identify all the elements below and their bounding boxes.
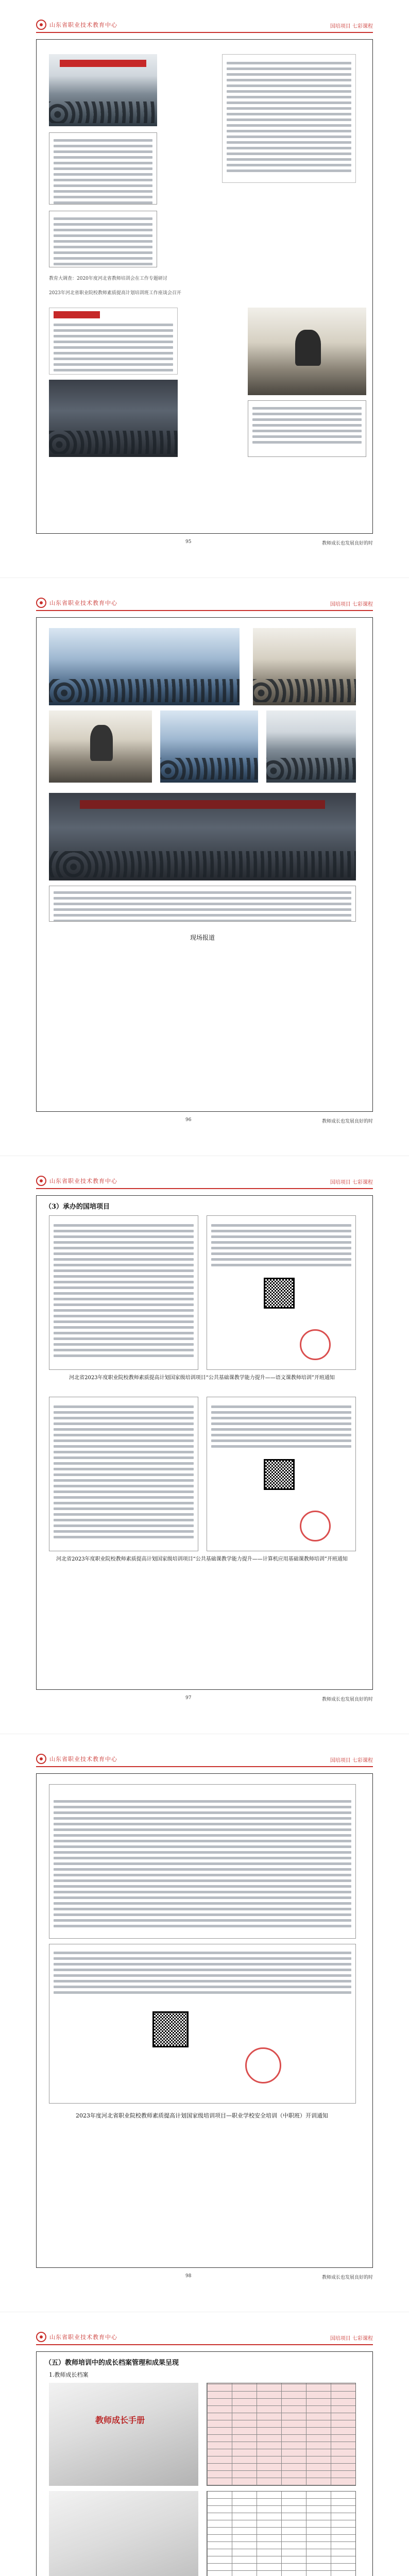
web-article-screenshot bbox=[222, 54, 356, 183]
page-footer bbox=[36, 1117, 373, 1125]
school-logo-icon bbox=[36, 2332, 46, 2342]
document-page-95 bbox=[0, 0, 409, 578]
header-right: 国培项目 七彩课程 bbox=[330, 602, 373, 607]
classroom-photo-1 bbox=[49, 628, 240, 705]
record-form-2 bbox=[207, 2491, 356, 2576]
qr-code-icon bbox=[264, 1278, 295, 1309]
page-number: 98 bbox=[185, 2274, 192, 2279]
footer-note: 教师成长也发展良好的时 bbox=[321, 1697, 373, 1702]
page-header bbox=[36, 1174, 373, 1189]
header-title: 山东省职业技术教育中心 bbox=[49, 22, 117, 28]
content-frame bbox=[36, 39, 373, 534]
content-frame bbox=[36, 617, 373, 1112]
section-heading: （3）承办的国培项目 bbox=[45, 1203, 110, 1211]
report-caption: 现场报道 bbox=[190, 934, 215, 941]
news-article-screenshot bbox=[49, 132, 157, 205]
page-footer bbox=[36, 539, 373, 547]
page-header bbox=[36, 18, 373, 33]
handbook-stack-photo bbox=[49, 2491, 198, 2576]
report-text-block bbox=[49, 886, 356, 922]
training-notice-page-1 bbox=[49, 1784, 356, 1939]
auditorium-photo bbox=[49, 793, 356, 880]
official-seal bbox=[300, 1329, 331, 1360]
header-right: 国培项目 七彩课程 bbox=[330, 1180, 373, 1185]
footer-note: 教师成长也发展良好的时 bbox=[321, 541, 373, 546]
header-title: 山东省职业技术教育中心 bbox=[49, 600, 117, 606]
training-notice-page-2 bbox=[49, 1944, 356, 2104]
section-heading: （五）教师培训中的成长档案管理和成果呈现 bbox=[45, 2359, 179, 2367]
qr-code-icon bbox=[264, 1459, 295, 1490]
school-logo-icon bbox=[36, 598, 46, 608]
school-logo-icon bbox=[36, 1176, 46, 1186]
page-header bbox=[36, 596, 373, 611]
notice-document-1b bbox=[207, 1215, 356, 1370]
page-number: 96 bbox=[185, 1117, 192, 1123]
group-photo bbox=[160, 710, 258, 783]
notice-document-1a bbox=[49, 1215, 198, 1370]
website-news-screenshot bbox=[49, 308, 178, 375]
handbook-cover-photo bbox=[49, 2383, 198, 2486]
header-right: 国培项目 七彩课程 bbox=[330, 24, 373, 29]
school-logo-icon bbox=[36, 1754, 46, 1764]
header-title: 山东省职业技术教育中心 bbox=[49, 1178, 117, 1184]
official-seal bbox=[245, 2047, 281, 2083]
notice-caption-1: 河北省2023年度职业院校教师素质提高计划国家级培训项目“公共基础课教学能力提升——语文课教师培训”开班通知 bbox=[69, 1375, 335, 1381]
teacher-photo bbox=[49, 710, 152, 783]
notice-caption-2: 河北省2023年度职业院校教师素质提高计划国家级培训项目“公共基础课教学能力提升——计算机应用基础课教师培训”开班通知 bbox=[56, 1556, 348, 1562]
lecture-photo bbox=[266, 710, 356, 783]
footer-note: 教师成长也发展良好的时 bbox=[321, 1119, 373, 1124]
record-form-1 bbox=[207, 2383, 356, 2486]
training-notice-caption: 2023年度河北省职业院校教师素质提高计划国家级培训项目—职业学校安全培训（中职班）开训通知 bbox=[76, 2112, 328, 2119]
article-caption-1: 教育大调查：2020年度河北省教师培训会在工作专题研讨 bbox=[49, 276, 167, 281]
speaker-photo bbox=[248, 308, 366, 395]
page-header bbox=[36, 2330, 373, 2345]
lecture-hall-photo bbox=[49, 380, 178, 457]
handbook-title: 教师成长手册 bbox=[95, 2415, 145, 2425]
content-frame bbox=[36, 2351, 373, 2576]
document-page-97 bbox=[0, 1156, 409, 1734]
notice-document-2a bbox=[49, 1397, 198, 1551]
header-right: 国培项目 七彩课程 bbox=[330, 1758, 373, 1764]
content-frame bbox=[36, 1773, 373, 2268]
page-number: 97 bbox=[185, 1696, 192, 1701]
page-footer bbox=[36, 2274, 373, 2281]
subsection-heading: 1.教师成长档案 bbox=[49, 2371, 89, 2378]
content-frame bbox=[36, 1195, 373, 1690]
header-right: 国培项目 七彩课程 bbox=[330, 2336, 373, 2342]
page-footer bbox=[36, 1696, 373, 1703]
document-page-98 bbox=[0, 1734, 409, 2312]
article-caption-2: 2023年河北省职业院校教师素质提高计划培训班工作座谈会召开 bbox=[49, 291, 181, 296]
news-article-screenshot-2 bbox=[49, 211, 157, 267]
training-meeting-photo bbox=[49, 54, 157, 126]
page-number: 95 bbox=[185, 539, 192, 545]
school-logo-icon bbox=[36, 20, 46, 30]
header-title: 山东省职业技术教育中心 bbox=[49, 2334, 117, 2341]
text-excerpt-box bbox=[248, 400, 366, 457]
header-title: 山东省职业技术教育中心 bbox=[49, 1756, 117, 1762]
document-page-99 bbox=[0, 2312, 409, 2576]
footer-note: 教师成长也发展良好的时 bbox=[321, 2275, 373, 2280]
official-seal bbox=[300, 1511, 331, 1541]
document-page-96 bbox=[0, 578, 409, 1156]
qr-code-icon bbox=[152, 2011, 189, 2047]
notice-document-2b bbox=[207, 1397, 356, 1551]
classroom-photo-2 bbox=[253, 628, 356, 705]
page-header bbox=[36, 1752, 373, 1767]
